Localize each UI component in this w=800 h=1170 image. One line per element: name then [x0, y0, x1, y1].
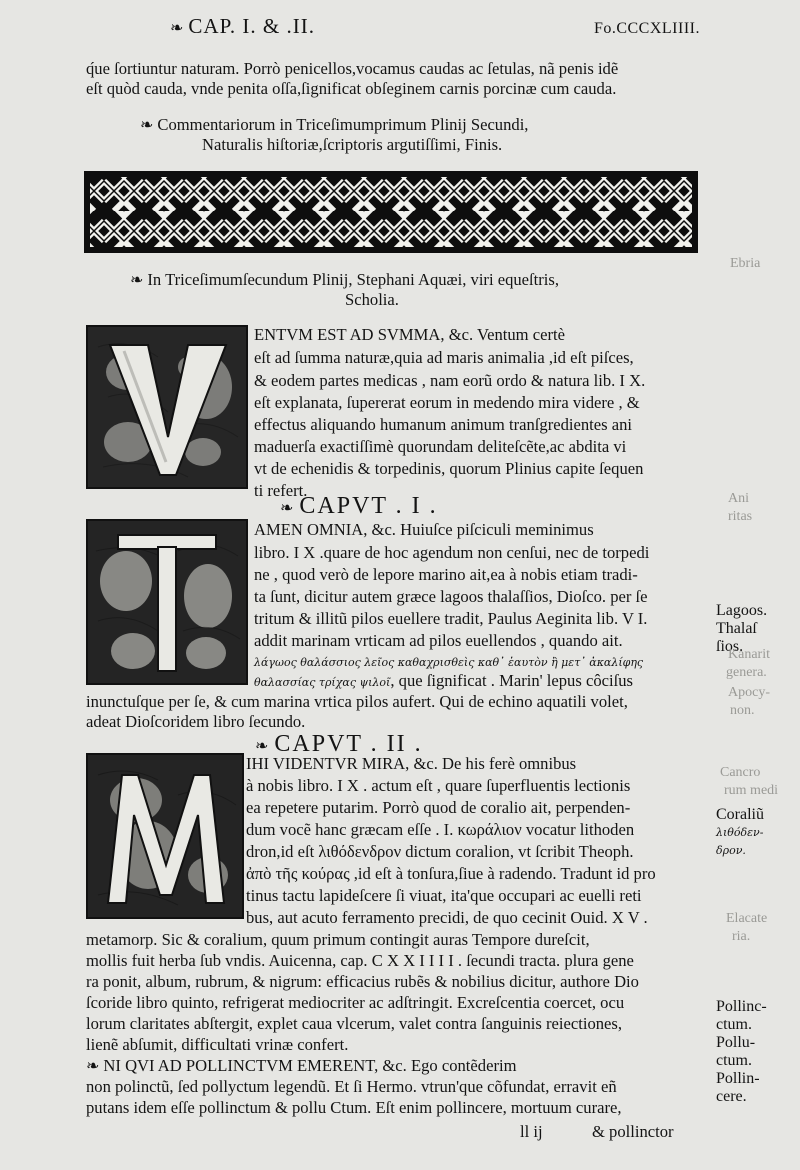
text-line: ENTVM EST AD SVMMA, &c. Ventum certè [254, 325, 565, 344]
interlace-pattern [84, 171, 698, 253]
text-line: maduerſa exactiſſimè quorundam deliteſcẽte,ac abdita vi [254, 437, 627, 456]
bleed-through-text: ritas [728, 509, 753, 524]
text-line: tritum & illitũ pilos euellere tradit, Paulus Aeginita lib. V I. [254, 609, 648, 628]
text-line: putans idem eſſe pollinctum & pollu Ctum. Eſt enim pollincere, mortuum curare, [86, 1098, 622, 1117]
fleuron-icon: ❧ [170, 20, 185, 37]
text-run: NI QVI AD POLLINCTVM EMERENT, &c. Ego contẽderim [103, 1056, 517, 1075]
text-line: AMEN OMNIA, &c. Huiuſce piſciculi meminimus [254, 520, 594, 539]
section-title-line: Scholia. [345, 290, 399, 309]
initial-woodcut [88, 755, 242, 917]
margin-note-pollinctum [716, 998, 767, 1106]
fleuron-icon: ❧ [280, 500, 296, 517]
text-line: & eodem partes medicas , nam eorũ ordo & natura lib. I X. [254, 371, 646, 390]
text-line: eſt explanata, ſupererat eorum in medendo mira videre , & [254, 393, 640, 412]
chapter-heading-text: CAPVT . II . [274, 731, 423, 757]
greek-line: λάγωος θαλάσσιος λεῖος καθαχρισθεὶς καθ᾽ ἑαυτὸν ἢ μετ᾽ ἀκαλίφης [254, 656, 644, 669]
text-line [86, 1057, 517, 1076]
text-line: ra ponit, album, rubrum, & nigrum: efficacius rubẽs & nobilius dicitur, authore Dio [86, 972, 639, 991]
text-line: ta ſunt, dicitur autem græce lagoos thalaſſios, Dioſco. per ſe [254, 587, 648, 606]
text-run: , que ſignificat . Marin' lepus côciſus [390, 671, 633, 690]
interlace-ornament-band [84, 171, 698, 253]
text-line: non polinctũ, ſed pollyctum legendũ. Et ſi Hermo. vtrun'que cõfundat, erravit eñ [86, 1077, 617, 1096]
section-title: In Triceſimumſecundum Plinij, Stephani Aquæi, viri equeſtris, [147, 270, 560, 289]
text-line: libro. I X .quare de hoc agendum non cenſui, nec de torpedi [254, 543, 650, 562]
catchword: & pollinctor [592, 1122, 674, 1141]
bleed-through-text: Apocy- [728, 685, 770, 700]
bleed-through-text: Ani [728, 491, 749, 506]
bleed-through-text: Ebria [730, 256, 761, 271]
bleed-through-text: Elacate [726, 911, 768, 926]
margin-line: Lagoos. [716, 602, 768, 619]
text-line: mollis fuit herba ſub vndis. Auicenna, cap. C X X I I I I . ſecundi tracta. plura gene [86, 951, 634, 970]
text-line: effectus aliquando humanum animum tranſgredientes ani [254, 415, 633, 434]
text-line: dron,id eſt λιθόδενδρον dictum coralion, vt ſcribit Theoph. [246, 842, 634, 861]
fleuron-icon: ❧ [130, 272, 144, 289]
greek-phrase: θαλασσίας τρίχας ψιλοῖ [254, 676, 391, 689]
text-line: eſt quòd cauda, vnde penita oſſa,ſignificat obſeginem carnis porcinæ cum cauda. [86, 79, 617, 98]
text-line: lorum claritates abſtergit, explet caua vlcerum, valet contra ſanguinis reiectiones, [86, 1014, 623, 1033]
fleuron-icon: ❧ [86, 1058, 100, 1075]
text-line: q́ue ſortiuntur naturam. Porrò penicellos,vocamus caudas ac ſetulas, nã penis idẽ [86, 59, 619, 78]
margin-line: ctum. [716, 1052, 752, 1069]
bleed-through-text: ria. [732, 929, 751, 944]
margin-line: ſios. [716, 638, 744, 655]
margin-line: δρον. [716, 844, 746, 857]
margin-line: ctum. [716, 1016, 752, 1033]
bleed-through-text: non. [730, 703, 755, 718]
text-line: ea repetere putarim. Porrò quod de coralio ait, perpenden- [246, 798, 631, 817]
text-line: à nobis libro. I X . actum eſt , quare ſuperfluentis lectionis [246, 776, 631, 795]
decorated-initial-v [86, 325, 248, 489]
header-left [170, 14, 315, 39]
text-line: IHI VIDENTVR MIRA, &c. De his ferè omnibus [246, 754, 577, 773]
bleed-through-text: Cancro [720, 765, 761, 780]
margin-note-coralium [716, 806, 764, 860]
bleed-through-text: Kanarit [728, 647, 770, 662]
decorated-initial-m [86, 753, 244, 919]
header-chapter: CAP. I. & .II. [188, 14, 315, 38]
text-line: adeat Dioſcoridem libro ſecundo. [86, 712, 306, 731]
text-line: eſt ad ſumma naturæ,quia ad maris animalia ,id eſt piſces, [254, 348, 634, 367]
folio-number: Fo.CCCXLIIII. [593, 20, 700, 37]
running-header [170, 14, 700, 39]
colophon-text: Commentariorum in Triceſimumprimum Plinij Secundi, [157, 115, 529, 134]
chapter-heading-1 [280, 493, 438, 522]
text-line: bus, aut acuto ferramento precidi, de quo cecinit Ouid. X V . [246, 908, 648, 927]
text-line: inunctuſque per ſe, & cum marina vrtica pilos aufert. Qui de echino aquatili volet, [86, 692, 628, 711]
bleed-through-text: rum medi [724, 783, 779, 798]
margin-line: Pollinc- [716, 998, 767, 1015]
decorated-initial-t [86, 519, 248, 685]
text-line: addit marinam vrticam ad pilos euellendos , quando ait. [254, 631, 623, 650]
margin-line: Coraliũ [716, 806, 764, 823]
section-title-line [130, 271, 559, 290]
chapter-heading-text: CAPVT . I . [299, 493, 438, 519]
text-line [254, 672, 633, 692]
margin-line: Thalaſ [716, 620, 757, 637]
text-line: metamorp. Sic & coralium, quum primum contingit auras Tempore dureſcit, [86, 930, 590, 949]
bleed-through-text: genera. [726, 665, 767, 680]
initial-woodcut [88, 521, 246, 683]
signature-mark: ll ij [520, 1122, 543, 1141]
margin-line: Pollin- [716, 1070, 760, 1087]
text-line: ne , quod verò de lepore marino ait,ea à nobis etiam tradi- [254, 565, 638, 584]
fleuron-icon: ❧ [255, 738, 271, 755]
text-line: ſcoride libro quinto, refrigerat mediocriter ac adſtringit. Excreſcentia coercet, ocu [86, 993, 625, 1012]
margin-line: λιθόδεν- [716, 826, 764, 839]
text-line: vt de echenidis & torpedinis, quorum Plinius capite ſequen [254, 459, 644, 478]
text-line: ti refert. [254, 481, 308, 500]
margin-line: Pollu- [716, 1034, 756, 1051]
text-line: dum vocẽ hanc græcam eſſe . I. κωράλιον vocatur lithoden [246, 820, 635, 839]
fleuron-icon: ❧ [140, 117, 154, 134]
colophon-line: Naturalis hiſtoriæ,ſcriptoris argutiſſimi, Finis. [202, 135, 503, 154]
text-line: lienẽ abſumit, difficultati vrinæ confert. [86, 1035, 349, 1054]
margin-line: cere. [716, 1088, 747, 1105]
text-line: tinus tactu lapideſcere ſi viuat, ita'que occupari ac euelli reti [246, 886, 642, 905]
text-line: ἀπὸ τῆς κούρας ,id eſt à tonſura,ſiue à radendo. Tradunt id pro [246, 864, 656, 883]
initial-woodcut [88, 327, 246, 487]
colophon-line [140, 116, 528, 135]
